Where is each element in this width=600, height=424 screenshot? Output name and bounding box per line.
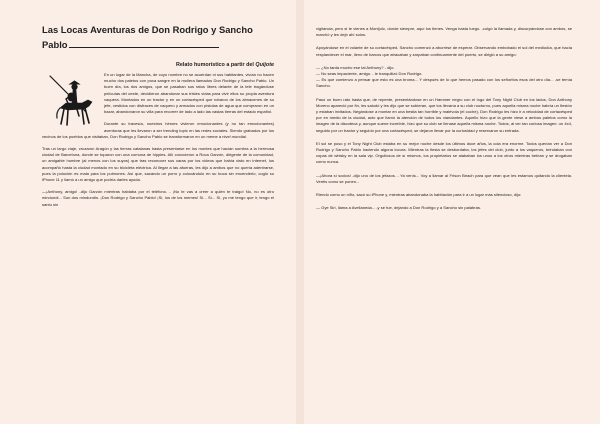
story-title xyxy=(42,22,274,52)
right-paragraph-4: Pasó un buen rato hasta que, de repente, presentándose en un Hammer negro con el logo del Tony Night Club en los lados, Don Anthony Moreno apareció por fin, les saludó y les dijo que se subieran, que los llevaría a su club nocturno, pues aquella misma noche habría un fiestón y estaban invitados. Negándose a montar en una bestia tan horrible y malévola (el coche), Don Rodrigo les hizo ir a velocidad de cortacésped por en medio de la ciudad, acto que llamó la atención de todos los viandantes. Aquello hizo que la gente viese a ambos paletos como la imagen de la discoteca y, aunque suene increíble, hizo que su club se llenase aquella misma noche. Todos, al ver tan curiosa imagen: un 4x4, seguido por un tractor y seguido por una cortacésped, se dejaron llevar por la curiosidad y reservaron su entrada. xyxy=(316,96,572,133)
right-paragraph-7: Riendo como un niño, sacó su iPhone y, mientras abandonaba la habitación para ir a un lugar más silencioso, dijo: xyxy=(316,192,522,198)
left-paragraph-3: Tras un largo viaje, cruzaron Aragón y las tierras catalanas hasta presentarse en los montes que hacían sombra a la hermosa ciudad de Barcelona, donde se toparon con una comuna de hippies. Allí conocieron a Roca Garzón, dirigente de la comunidad, un amigable hombre (al menos con los suyos) que tras reconocer sus caras por los videos que había visto en internet, los acompañó hasta la ciudad montado en su bicicleta eléctrica. Al llegar a las afueras, les dijo a ambos que no quería adentrarse, pues la polución es mala para los pulmones. Así que, sacando un porro y colocándolo en su boca sin encenderlo, cogió su iPhone 11 y llamó a un amigo que podría darles ayuda. xyxy=(42,146,274,183)
title-line-2: Pablo xyxy=(42,39,68,50)
left-paragraph-4: —¡Anthony, amigo! -dijo Garzón mientras hablaba por el teléfono. - ¡No te vas a creer a quién te traigo! No, no es otro mindundi... Son dos mindundis. ¡Don Rodrigo y Sancho Pablo! ¡Sí, los de los memes! Sí... Sí... Sí, yo me tengo que ir, tengo el santu sin xyxy=(42,189,274,207)
right-paragraph-2: Apoyándose en el volante de su cortacésped, Sancho comenzó a aburrirse de esperar. Observando embobado el sol del mediodía, que hacía resplandecer el mar, lleno de barcos que atracaban y zarpaban continuamente del puerto, se dirigió a su amigo: xyxy=(316,45,572,57)
subtitle-work: Quijote xyxy=(255,62,274,68)
right-dialogue-block: — ¿No tarda mucho ese tal Anthony? - dijo. — No seas impaciente, amigo. - le tranquilizó Don Rodrigo. — Es que comienzo a pensar que esto es una broma... Y después de lo que hemos pasado con los señoritos esos del otro día... -se temía Sancho. xyxy=(316,64,572,89)
quixote-illustration xyxy=(42,72,100,128)
right-paragraph-8: — Oye Siri, llama a Avellaneda... -y se fue, dejando a Don Rodrigo y a Sancho sin palabras. xyxy=(316,205,482,211)
left-paragraph-2: Durante su travesía, nuestros héroes vivieron emocionantes (y no tan emocionantes) aventuras que les llevaron a ser trending topic en las redes sociales. Siendo grabados por los vecinos de los pueblos que visitaban, Don Rodrigo y Sancho Pablo se transformaron en un meme a nivel mundial. xyxy=(42,121,274,139)
title-underline xyxy=(69,47,219,48)
story-subtitle: Relato humorístico a partir del Quijote xyxy=(176,62,274,68)
right-page xyxy=(304,0,600,424)
title-line-1: Las Locas Aventuras de Don Rodrigo y Sancho xyxy=(42,24,253,35)
left-page xyxy=(0,0,296,424)
right-paragraph-5: El sol se puso y el Tony Night Club estaba en su mejor noche desde los últimos doce años, la cola era enorme. Todos querían ver a Don Rodrigo y Sancho Pablo haciendo alguna locura. Mientras la fiesta se desbordaba, los jefes del club, junto a los vaqueros, brindaban con copas de whisky en la sala vip. Orgullosos de sí mismos, los propietarios se alababan los unos a los otros mientras bebían y se drogaban como nunca. xyxy=(316,140,572,165)
right-paragraph-1: vigilancia, pero si te vienes a Montjuïc, donde siempre, aquí los tienes. Venga hasta luego. -colgó la llamada y, discurpándose con ambos, se marchó y les dejó ahí solos. xyxy=(316,26,572,38)
book-gutter xyxy=(296,0,304,424)
right-paragraph-6: —¡Ahora sí socios! -dijo uno de los jefazos. - Ya venís... Voy a llamar al Frison Beach para que vean que les estamos quitando la clientela. Veréis como se ponen... xyxy=(316,172,572,184)
left-paragraph-1: En un lugar de la Mancha, de cuyo nombre no se acuerdan ni sus habitantes, vivían no hacen mucho dos paletos con poca sangre en la mollera llamados Don Rodrigo y Sancho Pablo. Un buen día, los dos amigos, que se pasaban sus ratos libres delante de la tele tragándose películas del oeste, decidieron abandonar sus tristes vidas para vivir ellos su propia aventura vaquera. Montados en un tractor y en un cortacésped que robaron de los almacenes de su jefe, vestidos con disfraces de vaquero y armados con pistolas de agua que compraron en un bazar, abandonaron su villa para recorrer de lado a lado las vastas tierras del estado español. xyxy=(104,72,274,115)
